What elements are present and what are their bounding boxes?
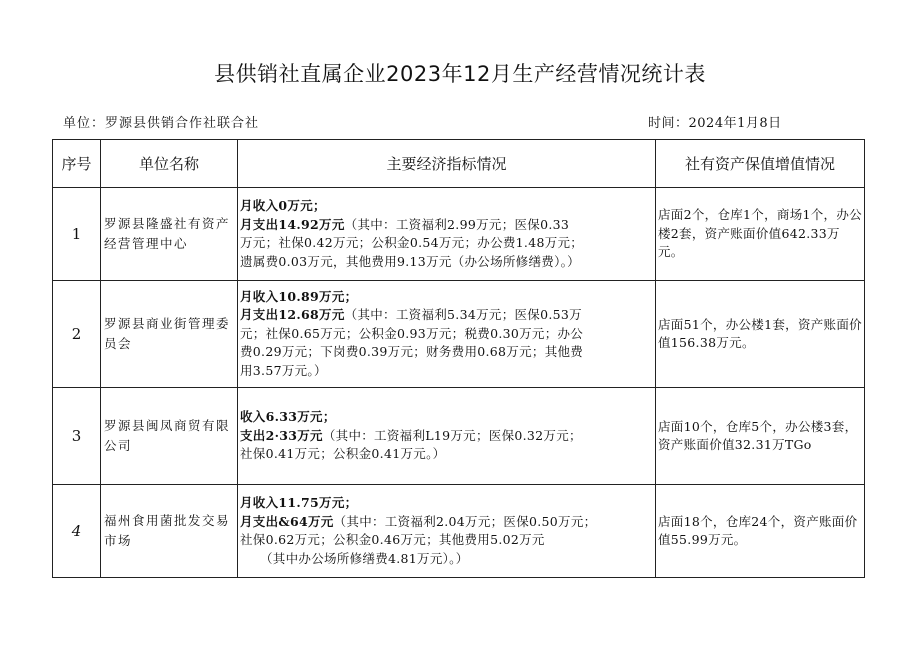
date-label: 时间：2024年1月8日 — [648, 116, 782, 131]
row-serial: 4 — [53, 485, 101, 578]
indicator-line — [240, 253, 653, 272]
indicator-line — [240, 216, 653, 235]
table-row — [53, 388, 865, 485]
indicator-highlight: 月支出14.92万元 — [240, 216, 345, 232]
indicator-detail: （其中：工资福利2.04万元；医保0.50万元； — [333, 513, 597, 529]
indicator-detail: 万元；社保0.42万元；公积金0.54万元；办公费1.48万元； — [240, 235, 584, 250]
indicator-line — [240, 427, 653, 446]
indicator-detail: （其中：工资福利5.34万元；医保0.53万 — [344, 307, 582, 323]
row-asset-status: 店面10个，仓库5个，办公楼3套，资产账面价值32.31万TGo — [656, 388, 865, 485]
table-body — [53, 188, 865, 578]
indicator-line — [240, 362, 653, 381]
row-asset-status: 店面51个，办公楼1套，资产账面价值156.38万元。 — [656, 281, 865, 388]
row-economic-indicators — [238, 281, 656, 388]
indicator-line — [240, 197, 653, 216]
indicator-line — [240, 325, 653, 344]
indicator-highlight: 支出2·33万元 — [240, 427, 323, 443]
row-serial: 3 — [53, 388, 101, 485]
indicator-highlight: 月支出12.68万元 — [240, 307, 345, 323]
indicator-detail: （其中办公场所修缮费4.81万元）。） — [260, 550, 469, 566]
indicator-detail: 用3.57万元。） — [240, 362, 327, 378]
row-serial: 2 — [53, 281, 101, 388]
indicator-line — [240, 288, 653, 307]
table-row — [53, 281, 865, 388]
document-title: 县供销社直属企业2023年12月生产经营情况统计表 — [214, 62, 706, 86]
header-economic-indicators: 主要经济指标情况 — [238, 140, 656, 188]
indicator-detail: （其中：工资福利2.99万元；医保0.33 — [344, 216, 570, 232]
indicator-detail: 社保0.41万元；公积金0.41万元。） — [240, 446, 446, 462]
row-asset-status: 店面2个，仓库1个，商场1个，办公楼2套，资产账面价值642.33万元。 — [656, 188, 865, 281]
indicator-detail: 元；社保0.65万元；公积金0.93万元；税费0.30万元；办公 — [240, 325, 584, 341]
indicator-detail: 社保0.62万元；公积金0.46万元；其他费用5.02万元 — [240, 532, 545, 547]
indicator-line — [240, 234, 653, 253]
table-row — [53, 485, 865, 578]
row-asset-status: 店面18个，仓库24个，资产账面价值55.99万元。 — [656, 485, 865, 578]
indicator-highlight: 月支出&64万元 — [240, 513, 334, 529]
indicator-line — [240, 550, 653, 569]
indicator-line — [240, 531, 653, 550]
header-asset-status: 社有资产保值增值情况 — [656, 140, 865, 188]
row-economic-indicators — [238, 388, 656, 485]
indicator-line — [240, 343, 653, 362]
row-economic-indicators — [238, 485, 656, 578]
indicator-highlight: 月收入11.75万元； — [240, 495, 358, 510]
row-economic-indicators — [238, 188, 656, 281]
indicator-detail: （其中：工资福利L19万元；医保0.32万元； — [322, 427, 582, 443]
header-serial: 序号 — [53, 140, 101, 188]
indicator-line — [240, 445, 653, 464]
statistics-table — [52, 139, 865, 578]
unit-label: 单位：罗源县供销合作社联合社 — [63, 116, 260, 131]
indicator-highlight: 月收入0万元； — [240, 198, 326, 213]
indicator-highlight: 月收入10.89万元； — [240, 288, 358, 304]
table-header-row — [53, 140, 865, 188]
indicator-line — [240, 408, 653, 427]
row-unit-name: 罗源县闽凤商贸有限公司 — [101, 388, 238, 485]
indicator-highlight: 收入6.33万元； — [240, 409, 336, 425]
header-unit-name: 单位名称 — [101, 140, 238, 188]
row-serial: 1 — [53, 188, 101, 281]
indicator-line — [240, 306, 653, 325]
indicator-line — [240, 513, 653, 532]
row-unit-name: 罗源县商业街管理委员会 — [101, 281, 238, 388]
indicator-detail: 费0.29万元；下岗费0.39万元；财务费用0.68万元；其他费 — [240, 344, 584, 360]
row-unit-name: 罗源县隆盛社有资产经营管理中心 — [101, 188, 238, 281]
indicator-line — [240, 494, 653, 513]
row-unit-name: 福州食用菌批发交易市场 — [101, 485, 238, 578]
indicator-detail: 遗属费0.03万元，其他费用9.13万元（办公场所修缮费）。） — [240, 253, 580, 269]
table-row — [53, 188, 865, 281]
